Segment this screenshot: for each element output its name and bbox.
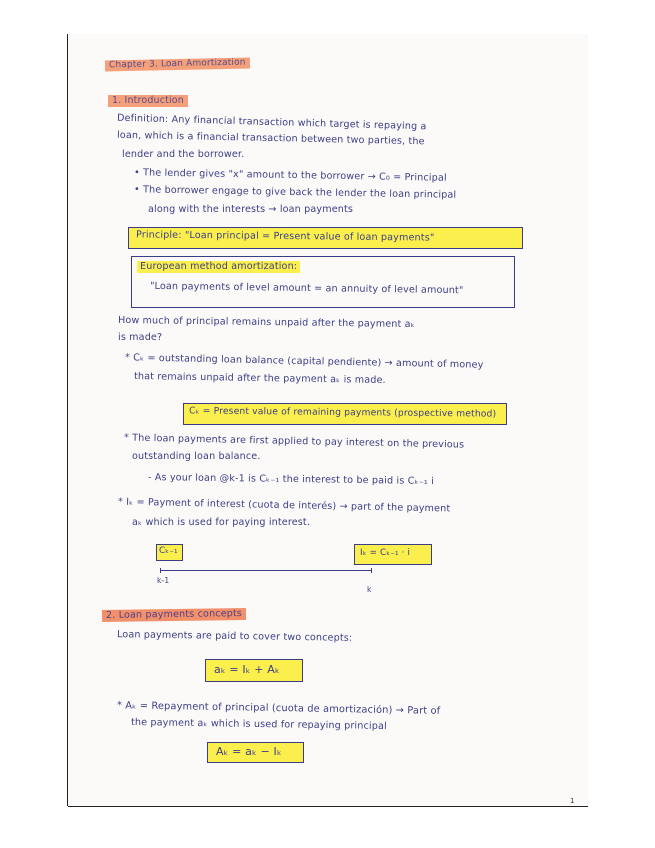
loan-payments-note-line-1: * The loan payments are first applied to pay interest on the previous <box>123 432 465 451</box>
ik-definition-line-2: aₖ which is used for paying interest. <box>132 517 311 528</box>
bullet-lender: • The lender gives "x" amount to the borrower → C₀ = Principal <box>133 167 447 184</box>
ck-definition-line-2: that remains unpaid after the payment aₖ is made. <box>133 371 386 386</box>
concepts-intro: Loan payments are paid to cover two concepts: <box>116 629 353 644</box>
definition-line-1: Definition: Any financial transaction which target is repaying a <box>116 112 427 133</box>
definition-line-2: loan, which is a financial transaction between two parties, the <box>116 129 425 148</box>
section-1-title: 1. Introduction <box>108 95 188 107</box>
ck-present-value-text: Cₖ = Present value of remaining payments (prospective method) <box>188 405 497 420</box>
european-method-quote: "Loan payments of level amount = an annuity of level amount" <box>149 280 464 297</box>
ak-definition-line-1: * Aₖ = Repayment of principal (cuota de amortización) → Part of <box>116 700 441 717</box>
loan-payments-note-line-2: outstanding loan balance. <box>132 451 261 462</box>
definition-line-3: lender and the borrower. <box>122 149 245 160</box>
timeline-label-left: k-1 <box>157 576 170 585</box>
bullet-borrower-cont: along with the interests → loan payments <box>148 204 354 215</box>
timeline-label-right: k <box>367 585 372 594</box>
chapter-title: Chapter 3. Loan Amortization <box>105 57 250 71</box>
european-method-title: European method amortization: <box>137 261 300 273</box>
ak-definition-line-2: the payment aₖ which is used for repaying principal <box>130 716 387 733</box>
principle-text: Principle: "Loan principal = Present value of loan payments" <box>135 229 435 244</box>
question-line-2: is made? <box>118 332 163 343</box>
section-2-title: 2. Loan payments concepts <box>102 608 246 622</box>
interest-note: - As your loan @k-1 is Cₖ₋₁ the interest to be paid is Cₖ₋₁ i <box>147 472 435 487</box>
timeline-axis <box>160 570 372 571</box>
question-line-1: How much of principal remains unpaid after the payment aₖ <box>117 314 416 331</box>
ik-definition-line-1: * Iₖ = Payment of interest (cuota de interés) → part of the payment <box>117 496 451 515</box>
bullet-borrower: • The borrower engage to give back the lender the loan principal <box>133 184 457 201</box>
timeline-left-box-text: Cₖ₋₁ <box>159 546 178 556</box>
ck-definition-line-1: * Cₖ = outstanding loan balance (capital pendiente) → amount of money <box>124 352 484 371</box>
timeline-right-box-text: Iₖ = Cₖ₋₁ · i <box>360 548 411 558</box>
timeline-tick-left <box>160 568 161 573</box>
page-number: 1 <box>570 797 575 805</box>
formula-2-text: Aₖ = aₖ − Iₖ <box>216 745 282 758</box>
timeline-tick-right <box>371 568 372 573</box>
formula-1-text: aₖ = Iₖ + Aₖ <box>214 663 280 676</box>
